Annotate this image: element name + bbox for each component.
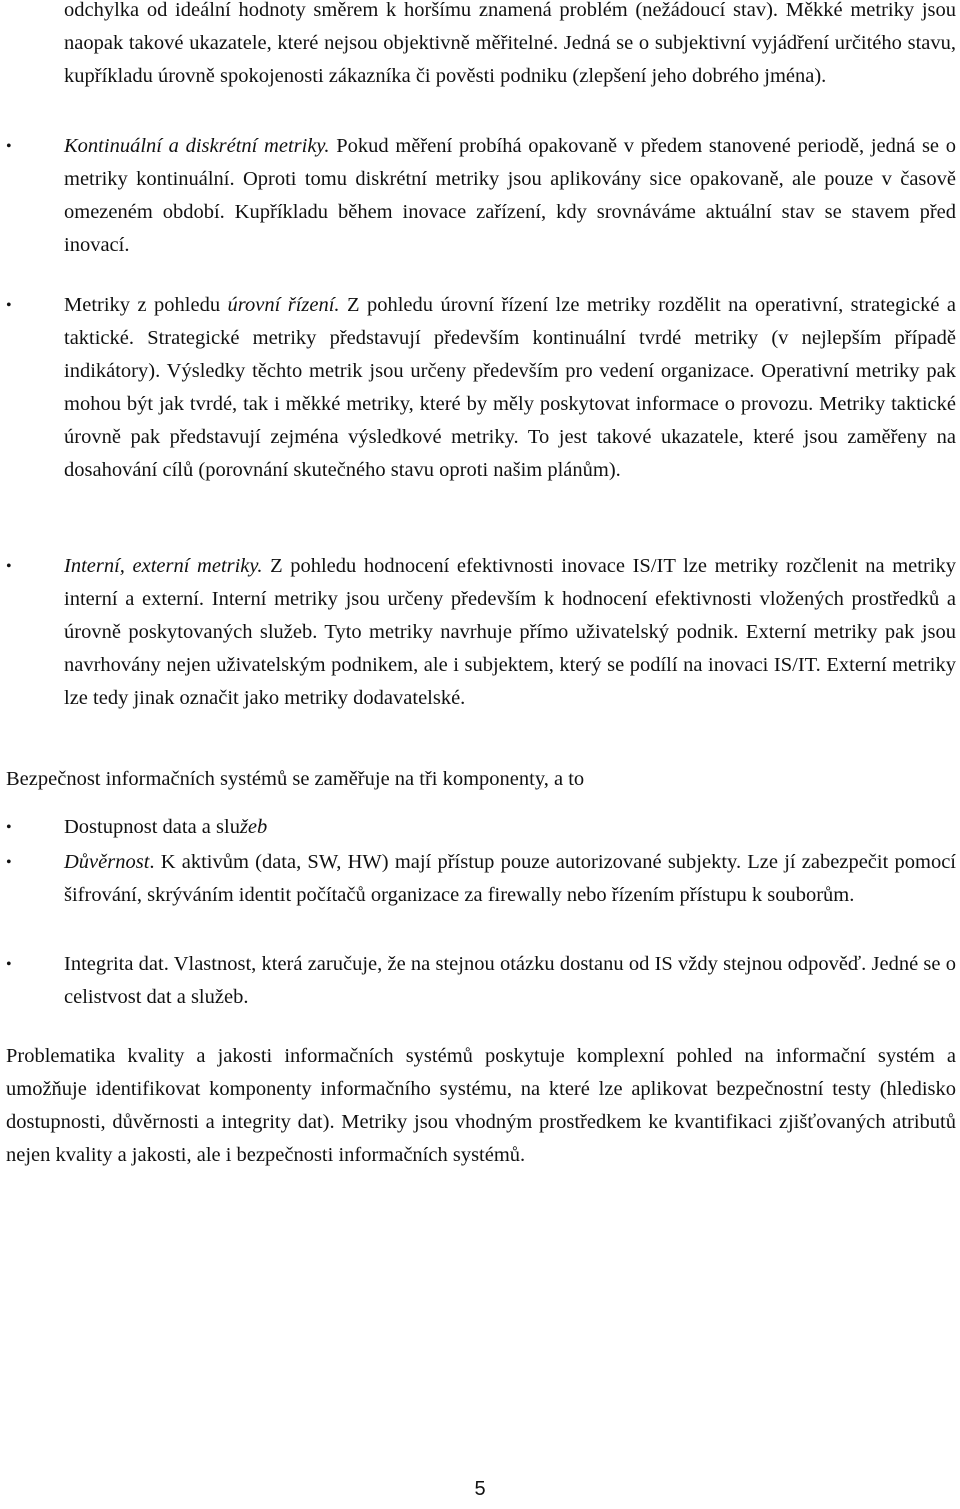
list-item-availability (64, 811, 956, 844)
item-text: . K aktivům (data, SW, HW) mají přístup pouze autorizované subjekty. Lze jí zabezpečit pomocí šifrování, skrýváním identit počítačů organizace za firewally nebo řízením přístupu k souborům. (64, 851, 956, 906)
item-lead: Kontinuální a diskrétní metriky. (64, 135, 330, 157)
list-item-management-levels (64, 289, 956, 487)
item-text: Dostupnost data a slu (64, 816, 240, 838)
item-text: Z pohledu úrovní řízení lze metriky rozdělit na operativní, strategické a taktické. Strategické metriky představují především kontinuální tvrdé metriky (v nejlepším případě indikátory). Výsledky těchto metrik jsou určeny především pro vedení organizace. Operativní metriky pak mohou být jak tvrdé, tak i měkké metriky, které by měly poskytovat informace o provozu. Metriky taktické úrovně pak představují zejména výsledkové metriky. To jest takové ukazatele, které jsou zaměřeny na dosahování cílů (porovnání skutečného stavu oproti našim plánům). (64, 294, 956, 481)
bullet-icon: • (6, 558, 12, 575)
bullet-icon: • (6, 819, 12, 836)
paragraph-text: Problematika kvality a jakosti informačních systémů poskytuje komplexní pohled na informační systém a umožňuje identifikovat komponenty informačního systému, na které lze aplikovat bezpečnostní testy (hledisko dostupnosti, důvěrnosti a integrity dat). Metriky jsou vhodným prostředkem ke kvantifikaci zjišťovaných atributů nejen kvality a jakosti, ale i bezpečnosti informačních systémů. (6, 1045, 956, 1166)
bullet-icon: • (6, 138, 12, 155)
paragraph-security-intro (6, 763, 956, 796)
bullet-icon: • (6, 854, 12, 871)
list-item-integrity (64, 948, 956, 1014)
page-number: 5 (474, 1478, 486, 1500)
paragraph-text: odchylka od ideální hodnoty směrem k horšímu znamená problém (nežádoucí stav). Měkké metriky jsou naopak takové ukazatele, které nejsou objektivně měřitelné. Jedná se o subjektivní vyjádření určitého stavu, kupříkladu úrovně spokojenosti zákazníka či pověsti podniku (zlepšení jeho dobrého jména). (64, 0, 956, 87)
paragraph-quality (6, 1040, 956, 1172)
item-text: Pokud měření probíhá opakovaně v předem stanovené periodě, jedná se o metriky kontinuální. Oproti tomu diskrétní metriky jsou aplikovány sice opakovaně, ale pouze v časově omezeném období. Kupříkladu během inovace zařízení, kdy srovnáváme aktuální stav se stavem před inovací. (64, 135, 956, 256)
bullet-icon: • (6, 297, 12, 314)
item-lead: Důvěrnost (64, 851, 150, 873)
list-item-continuous-discrete (64, 130, 956, 262)
bullet-icon: • (6, 956, 12, 973)
item-tail-italic: žeb (239, 816, 268, 838)
item-lead-italic: úrovní řízení. (227, 294, 340, 316)
item-text: Z pohledu hodnocení efektivnosti inovace IS/IT lze metriky rozčlenit na metriky interní a externí. Interní metriky jsou určeny především k hodnocení efektivnosti vložených prostředků a úrovně poskytovaných služeb. Tyto metriky navrhuje přímo uživatelský podnik. Externí metriky pak jsou navrhovány nejen uživatelským podnikem, ale i subjektem, který se podílí na inovaci IS/IT. Externí metriky lze tedy jinak označit jako metriky dodavatelské. (64, 555, 956, 709)
paragraph-soft-metrics (64, 0, 956, 93)
paragraph-text: Bezpečnost informačních systémů se zaměřuje na tři komponenty, a to (6, 768, 585, 790)
item-lead: Metriky z pohledu (64, 294, 228, 316)
item-lead: Interní, externí metriky. (64, 555, 263, 577)
item-text: Integrita dat. Vlastnost, která zaručuje, že na stejnou otázku dostanu od IS vždy stejnou odpověď. Jedné se o celistvost dat a služeb. (64, 953, 956, 1008)
list-item-internal-external (64, 550, 956, 715)
list-item-confidentiality (64, 846, 956, 912)
